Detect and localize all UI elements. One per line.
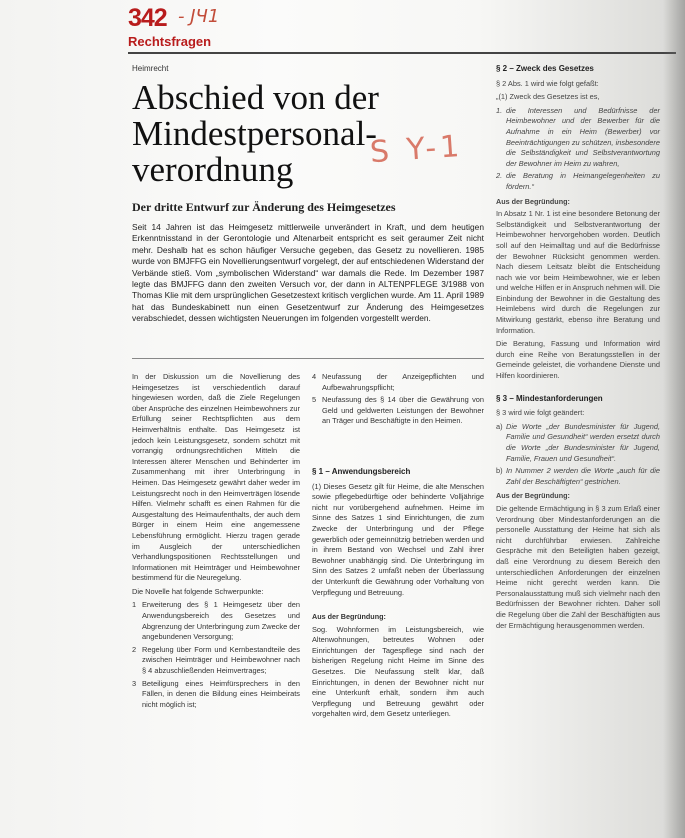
section-heading: § 1 – Anwendungsbereich — [312, 466, 411, 476]
lead-divider — [132, 358, 484, 359]
reason-heading: Aus der Begründung: — [496, 196, 570, 206]
list-text: Erweiterung des § 1 Heimgesetz über den Anwendungsbereich des Gesetzes und Abgrenzung der Unterbringung zum Zwecke der angebundenen Versorgung; — [142, 600, 300, 642]
law-intro: „(1) Zweck des Gesetzes ist es, — [496, 92, 600, 102]
list-item — [132, 679, 300, 711]
list-number: b) — [496, 466, 503, 476]
section-heading: § 3 – Mindestanforderungen — [496, 393, 603, 403]
list-text: Neufassung der Anzeigepflichten und Aufbewahrungspflicht; — [322, 372, 484, 392]
law-text: (1) Dieses Gesetz gilt für Heime, die alte Menschen sowie pflegebedürftige oder behinderte Volljährige nicht nur vorübergehend aufnehmen. Heime im Sinne des Satzes 1 sind Einrichtungen, die zum Zwecke der Unterbringung und der Pflege gewerblich oder gemeinnützig betrieben werden und in ihrem Bestand von Wechsel und Zahl ihrer Bewohner unabhängig sind. Die Unterbringung im Sinn des Satzes 2 umfaßt neben der Überlassung der Unterkunft die Gewährung oder Vorhaltung von Verpflegung und Betreuung. — [312, 481, 484, 597]
list-item — [496, 171, 660, 192]
handwritten-note-mid: S Y-1 — [368, 128, 465, 171]
list-item — [496, 106, 660, 170]
reason-heading: Aus der Begründung: — [496, 491, 570, 501]
list-text: Beteiligung eines Heimfürsprechers in den Fällen, in denen die Bildung eines Heimbeirats nicht möglich ist; — [142, 678, 300, 709]
list-number: 5 — [312, 395, 317, 405]
list-item — [496, 466, 660, 487]
article-subtitle: Der dritte Entwurf zur Änderung des Heimgesetzes — [132, 200, 396, 214]
list-text: Neufassung des § 14 über die Gewährung von Geld und geldwerten Leistungen der Bewohner an Träger und Beschäftigte in den Heimen. — [322, 395, 484, 426]
reason-heading: Aus der Begründung: — [312, 612, 386, 622]
law-intro: § 3 wird wie folgt geändert: — [496, 408, 585, 418]
list-item — [312, 395, 484, 427]
reason-text: Sog. Wohnformen im Leistungsbereich, wie Altenwohnungen, betreutes Wohnen oder Einrichtungen der Tagespflege sind nach der bisherigen Regelung nicht Heime im Sinne des Gesetzes. Die Neufassung stellt klar, daß Einrichtungen, in denen der Bewohner nicht nur eine Unterkunft erhält, sondern ihm auch Verpflegung und Betreuung gewährt oder vorgehalten wird, dem Gesetz unterliegen. — [312, 624, 484, 719]
law-intro: § 2 Abs. 1 wird wie folgt gefaßt: — [496, 78, 599, 88]
article-kicker: Heimrecht — [132, 64, 169, 73]
list-number: 2 — [132, 644, 137, 654]
section-label: Rechtsfragen — [128, 34, 212, 49]
left-column — [132, 372, 300, 712]
list-text: Regelung über Form und Kernbestandteile des zwischen Heimträger und Heimbewohner nach § 4 abzuschließenden Heimvertrages; — [142, 644, 300, 676]
list-item — [132, 600, 300, 642]
page-number: 342 — [128, 4, 167, 32]
reason-text: Die geltende Ermächtigung in § 3 zum Erlaß einer Verordnung über Mindestanforderungen an die personelle Ausstattung der Heime hat sich als nicht durchführbar erwiesen. Zahlreiche Gespräche mit den Beteiligten haben gezeigt, daß eine Verordnung zu diesem Bereich den unterschiedlichen Anforderungen der einzelnen Heime nicht gerecht werden kann. Die Personalausstattung muß sich vielmehr nach den Bedürfnissen der Bewohner richten. Daher soll die Regelung über die Zahl der Beschäftigten aus der Ermächtigung herausgenommen werden. — [496, 503, 660, 630]
section-heading: § 2 – Zweck des Gesetzes — [496, 64, 594, 73]
list-number: 4 — [312, 372, 317, 381]
list-number: 3 — [132, 678, 137, 688]
list-number: 1 — [132, 600, 137, 610]
list-item — [496, 422, 660, 464]
body-paragraph: Die Novelle hat folgende Schwerpunkte: — [132, 586, 264, 596]
article-title: Abschied von der Mindestpersonal-verordnung — [132, 78, 379, 189]
reason-text: Die Beratung, Fassung und Information wird durch eine Reihe von Beratungsstellen in der Gemeinde geleistet, die vorhandene Dienste und Hilfen koordinieren. — [496, 339, 660, 381]
list-text: die Interessen und Bedürfnisse der Heimbewohner und der Bewerber für die Aufnahme in ein Heim (Bewerber) vor Beeinträchtigungen zu schützen, insbesondere die Selbständigkeit und Selbstverantwortung der Bewohner im Heim zu wahren, — [506, 105, 660, 168]
list-text: die Beratung in Heimangelegenheiten zu fördern.“ — [506, 171, 660, 191]
right-column — [496, 64, 660, 634]
middle-column — [312, 372, 484, 723]
reason-text: In Absatz 1 Nr. 1 ist eine besondere Betonung der Selbständigkeit und Selbstverantwortung der Heimbewohner hervorgehoben worden. Deutlich soll auf den Heimalltag und auf die Bedürfnisse der Bewohner Rücksicht genommen werden. Nach diesem Leitsatz bleibt die Entscheidung nach wie vor beim Heimbewohner, wie er leben und welche Hilfen er in Anspruch nehmen will. Die Einbindung der Bewohner in die Gestaltung des Heimlebens wird durch die Regelungen zur Mitwirkung gestärkt, ebenso ihre Beratung und Information. — [496, 209, 660, 335]
list-item — [312, 372, 484, 393]
handwritten-note-top: - ЈЧ1 — [178, 6, 220, 27]
header-rule — [128, 52, 676, 54]
list-text: In Nummer 2 werden die Worte „auch für die Zahl der Beschäftigten“ gestrichen. — [506, 466, 660, 486]
list-text: Die Worte „der Bundesminister für Jugend, Familie und Gesundheit“ werden ersetzt durch die Worte „der Bundesminister für Jugend, Familie, Frauen und Gesundheit“. — [506, 421, 660, 463]
list-number: a) — [496, 421, 503, 431]
list-number: 1. — [496, 105, 503, 115]
page-edge-shadow — [663, 0, 685, 838]
list-item — [132, 645, 300, 677]
body-paragraph: In der Diskussion um die Novellierung des Heimgesetzes ist verschiedentlich darauf hingewiesen worden, daß die Ziele Regelungen über Ansprüche des einzelnen Heimbewohners zur Erfüllung seiner Rechtspflichten aus dem Heimverhältnis enthalte. Das Heimgesetz ist jedoch kein Leistungsgesetz, sondern schützt mit vorrangig ordnungsrechtlichen Mitteln die Interessen älterer Menschen und Behinderter im Zusammenhang mit ihrer Unterbringung in Heimen. Das Heimgesetz gewährt daher weder im Leistungsrecht noch in den Heimverträgen lösende Hilfen. Vielmehr schafft es einen Rahmen für die Ausgestaltung des Heimaufenthalts, der auch dem Bürger in einem Heim eine angemessene Lebensführung ermöglicht. Hierzu tragen gerade im Ausgleich der unterschiedlichen Verhandlungspositionen Rechtsstellungen und Informationen mit Heimträger und Heimbewohner bestimmend für die Neuregelung. — [132, 372, 300, 583]
list-number: 2. — [496, 171, 503, 181]
article-lead: Seit 14 Jahren ist das Heimgesetz mittlerweile unverändert in Kraft, und dem heutigen Erkenntnisstand in der Gerontologie und Altenarbeit entspricht es seit geraumer Zeit nicht mehr. Deshalb hat es schon häufiger Versuche gegeben, das Gesetz zu novellieren. 1985 wurde von BMJFFG ein Novellierungsentwurf vorgelegt, der auf entschiedenen Widerstand der Verbände stieß. Vom „symbolischen Widerstand“ war damals die Rede. Im Dezember 1987 legte das BMJFFG dann den zweiten Versuch vor, der dann in ALTENPFLEGE 3/1988 von Thomas Klie mit dem ursprünglichen Gesetzestext kritisch verglichen wurde. Am 11. April 1989 hat das Bundeskabinett nun einen Gesetzentwurf zur Änderung des Heimgesetzes verabschiedet, dessen wichtigsten Neuerungen im folgenden vorgestellt werden. — [132, 222, 484, 324]
